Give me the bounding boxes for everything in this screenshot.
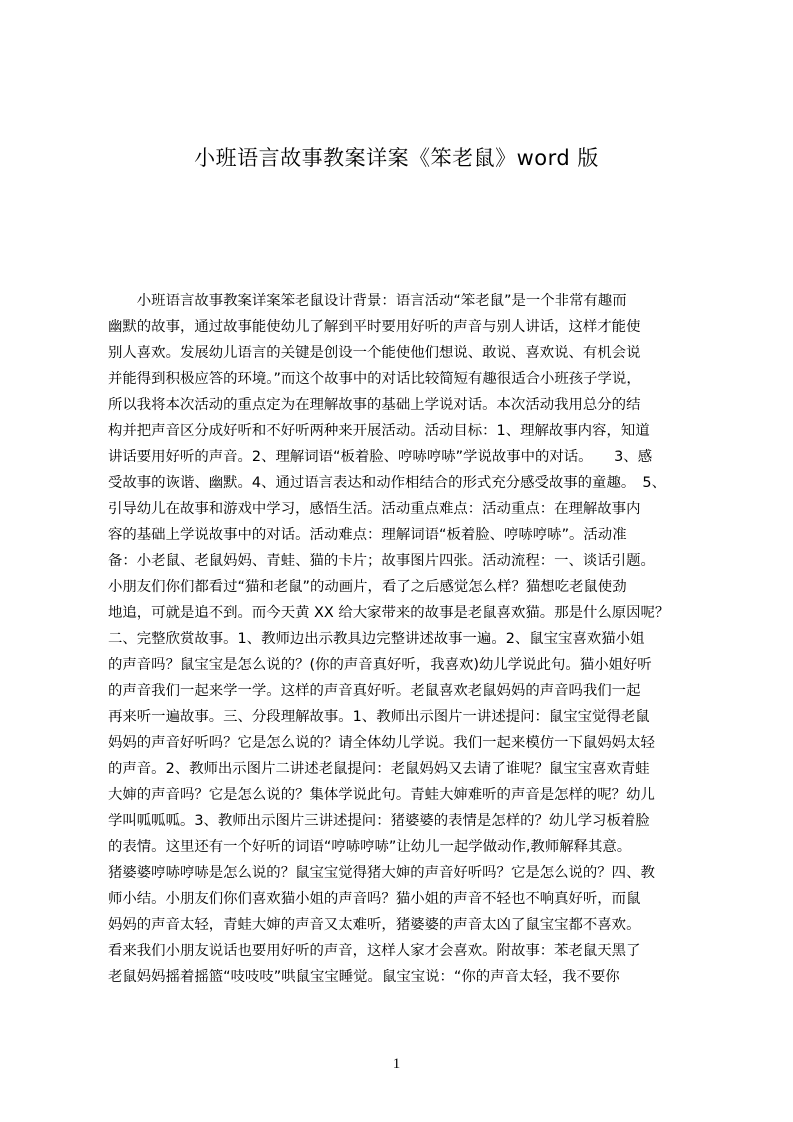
body-text-line: 备：小老鼠、老鼠妈妈、青蛙、猫的卡片；故事图片四张。活动流程：一、谈话引题。 [108,553,655,569]
body-text-line: 别人喜欢。发展幼儿语言的关键是创设一个能使他们想说、敢说、喜欢说、有机会说 [108,345,641,361]
body-text-line: 大婶的声音吗？它是怎么说的？集体学说此句。青蛙大婶难听的声音是怎样的呢？幼儿 [108,787,655,803]
body-text-line: 的声音我们一起来学一学。这样的声音真好听。老鼠喜欢老鼠妈妈的声音吗我们一起 [108,683,641,699]
body-text-line: 的表情。这里还有一个好听的词语“哼哧哼哧”让幼儿一起学做动作,教师解释其意。 [108,839,632,855]
body-text-line: 猪婆婆哼哧哼哧是怎么说的？鼠宝宝觉得猪大婶的声音好听吗？它是怎么说的？四、教 [108,865,655,881]
body-text-line: 再来听一遍故事。三、分段理解故事。1、教师出示图片一讲述提问：鼠宝宝觉得老鼠 [108,709,650,725]
body-text-line: 妈妈的声音太轻，青蛙大婶的声音又太难听，猪婆婆的声音太凶了鼠宝宝都不喜欢。 [108,917,641,933]
body-text-line: 二、完整欣赏故事。1、教师边出示教具边完整讲述故事一遍。2、鼠宝宝喜欢猫小姐 [108,631,645,647]
body-text-line: 小朋友们你们都看过“猫和老鼠”的动画片，看了之后感觉怎么样？猫想吃老鼠使劲 [108,579,627,595]
page-number: 1 [392,1056,401,1072]
body-text-line: 引导幼儿在故事和游戏中学习，感悟生活。活动重点难点：活动重点：在理解故事内 [108,501,641,517]
body-text-line: 的声音吗？鼠宝宝是怎么说的？(你的声音真好听，我喜欢)幼儿学说此句。猫小姐好听 [108,657,652,673]
body-text-line: 容的基础上学说故事中的对话。活动难点：理解词语“板着脸、哼哧哼哧”。活动准 [108,527,627,543]
body-text-line: 地追，可就是追不到。而今天黄 XX 给大家带来的故事是老鼠喜欢猫。那是什么原因呢？ [108,605,670,621]
body-text-line: 老鼠妈妈摇着摇篮“吱吱吱”哄鼠宝宝睡觉。鼠宝宝说：“你的声音太轻，我不要你 [108,969,620,985]
body-text-line: 并能得到积极应答的环境。”而这个故事中的对话比较简短有趣很适合小班孩子学说， [108,371,641,387]
body-text-line: 受故事的诙谐、幽默。4、通过语言表达和动作相结合的形式充分感受故事的童趣。 5、 [108,475,666,491]
body-text-line: 学叫呱呱呱。3、教师出示图片三讲述提问：猪婆婆的表情是怎样的？幼儿学习板着脸 [108,813,650,829]
document-body [108,288,698,1048]
body-text-line: 妈妈的声音好听吗？它是怎么说的？请全体幼儿学说。我们一起来模仿一下鼠妈妈太轻 [108,735,655,751]
body-text-line: 小班语言故事教案详案笨老鼠设计背景：语言活动“笨老鼠”是一个非常有趣而 [108,293,627,309]
body-text-line: 看来我们小朋友说话也要用好听的声音，这样人家才会喜欢。附故事：苯老鼠天黑了 [108,943,641,959]
body-text-line: 幽默的故事，通过故事能使幼儿了解到平时要用好听的声音与别人讲话，这样才能使 [108,319,641,335]
body-text-line: 所以我将本次活动的重点定为在理解故事的基础上学说对话。本次活动我用总分的结 [108,397,641,413]
body-text-line: 师小结。小朋友们你们喜欢猫小姐的声音吗？猫小姐的声音不轻也不响真好听，而鼠 [108,891,641,907]
document-title: 小班语言故事教案详案《笨老鼠》word 版 [194,146,599,170]
body-text-line: 构并把声音区分成好听和不好听两种来开展活动。活动目标：1、理解故事内容，知道 [108,423,650,439]
body-text-line: 讲话要用好听的声音。2、理解词语“板着脸、哼哧哼哧”学说故事中的对话。 3、感 [108,449,653,465]
body-text-line: 的声音。2、教师出示图片二讲述老鼠提问：老鼠妈妈又去请了谁呢？鼠宝宝喜欢青蛙 [108,761,650,777]
